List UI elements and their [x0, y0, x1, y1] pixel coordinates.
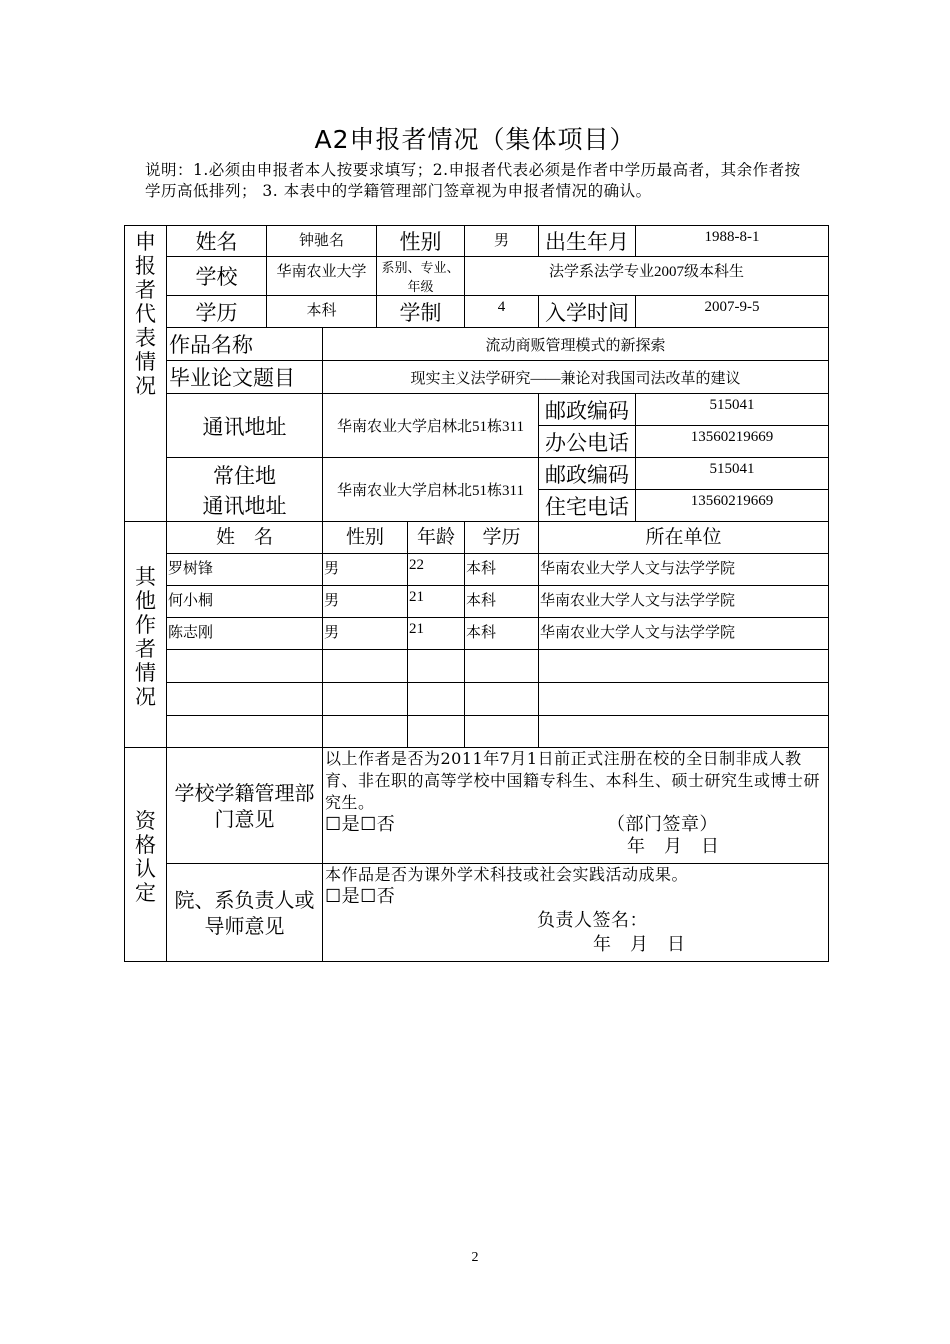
gender-value: 男 — [465, 226, 539, 257]
others-header-unit: 所在单位 — [539, 522, 829, 554]
office-phone-value: 13560219669 — [636, 426, 829, 458]
address-value: 华南农业大学启林北51栋311 — [323, 394, 539, 458]
other-author-age: 21 — [408, 586, 465, 618]
name-value: 钟驰名 — [267, 226, 377, 257]
other-author-education — [465, 683, 539, 716]
school-opinion-label: 学校学籍管理部门意见 — [167, 748, 323, 864]
thesis-title-label: 毕业论文题目 — [167, 361, 323, 394]
section-qualification-label: 资格认定 — [125, 748, 167, 962]
dept-value: 法学系法学专业2007级本科生 — [465, 257, 829, 296]
others-header-name: 姓 名 — [167, 522, 323, 554]
school-label: 学校 — [167, 257, 267, 296]
table-row — [125, 618, 829, 650]
study-length-value: 4 — [465, 296, 539, 328]
name-label: 姓名 — [167, 226, 267, 257]
home-phone-value: 13560219669 — [636, 490, 829, 522]
section-others-label: 其他作者情况 — [125, 522, 167, 748]
other-author-age — [408, 716, 465, 748]
entry-date-value: 2007-9-5 — [636, 296, 829, 328]
postcode-2-label: 邮政编码 — [539, 458, 636, 490]
other-author-age — [408, 683, 465, 716]
education-value: 本科 — [267, 296, 377, 328]
other-author-name — [167, 683, 323, 716]
birth-value: 1988-8-1 — [636, 226, 829, 257]
other-author-unit — [539, 650, 829, 683]
permanent-address-label: 常住地 通讯地址 — [167, 458, 323, 522]
school-opinion-checkbox[interactable]: ☐是☐否 — [325, 814, 396, 835]
table-row — [125, 716, 829, 748]
other-author-name — [167, 650, 323, 683]
other-author-name: 何小桐 — [167, 586, 323, 618]
postcode-2-value: 515041 — [636, 458, 829, 490]
other-author-unit: 华南农业大学人文与法学学院 — [539, 618, 829, 650]
other-author-name: 陈志刚 — [167, 618, 323, 650]
birth-label: 出生年月 — [539, 226, 636, 257]
applicant-form-table — [124, 225, 829, 962]
other-author-education — [465, 716, 539, 748]
other-author-name: 罗树锋 — [167, 554, 323, 586]
other-author-gender: 男 — [323, 554, 408, 586]
work-title-value: 流动商贩管理模式的新探索 — [323, 328, 829, 361]
other-author-age: 21 — [408, 618, 465, 650]
office-phone-label: 办公电话 — [539, 426, 636, 458]
other-author-name — [167, 716, 323, 748]
thesis-title-value: 现实主义法学研究——兼论对我国司法改革的建议 — [323, 361, 829, 394]
advisor-opinion-checkbox[interactable]: ☐是☐否 — [325, 886, 396, 907]
entry-date-label: 入学时间 — [539, 296, 636, 328]
gender-label: 性别 — [377, 226, 465, 257]
section-representative-label: 申报者代表情况 — [125, 226, 167, 522]
work-title-label: 作品名称 — [167, 328, 323, 361]
other-author-gender — [323, 683, 408, 716]
school-opinion-box — [323, 748, 829, 864]
page-title: A2申报者情况（集体项目） — [314, 125, 636, 154]
other-author-education: 本科 — [465, 554, 539, 586]
other-author-education: 本科 — [465, 586, 539, 618]
table-row — [125, 650, 829, 683]
other-author-unit — [539, 683, 829, 716]
study-length-label: 学制 — [377, 296, 465, 328]
department-stamp: （部门签章） — [607, 814, 718, 835]
other-author-education: 本科 — [465, 618, 539, 650]
home-phone-label: 住宅电话 — [539, 490, 636, 522]
advisor-opinion-date: 年 月 日 — [593, 934, 686, 955]
table-row — [125, 683, 829, 716]
advisor-signature-label: 负责人签名： — [537, 910, 648, 931]
advisor-opinion-label: 院、系负责人或导师意见 — [167, 864, 323, 962]
table-row — [125, 586, 829, 618]
others-header-education: 学历 — [465, 522, 539, 554]
education-label: 学历 — [167, 296, 267, 328]
page-number: 2 — [471, 1250, 479, 1265]
other-author-unit: 华南农业大学人文与法学学院 — [539, 554, 829, 586]
permanent-address-value: 华南农业大学启林北51栋311 — [323, 458, 539, 522]
other-author-unit — [539, 716, 829, 748]
other-author-age: 22 — [408, 554, 465, 586]
postcode-label: 邮政编码 — [539, 394, 636, 426]
address-label: 通讯地址 — [167, 394, 323, 458]
others-header-age: 年龄 — [408, 522, 465, 554]
other-author-education — [465, 650, 539, 683]
table-row — [125, 554, 829, 586]
postcode-value: 515041 — [636, 394, 829, 426]
advisor-opinion-box — [323, 864, 829, 962]
dept-label: 系别、专业、年级 — [377, 257, 465, 296]
other-author-gender: 男 — [323, 618, 408, 650]
other-author-gender: 男 — [323, 586, 408, 618]
other-author-gender — [323, 650, 408, 683]
school-value: 华南农业大学 — [267, 257, 377, 296]
school-opinion-text: 以上作者是否为2011年7月1日前正式注册在校的全日制非成人教育、非在职的高等学校中国籍专科生、本科生、硕士研究生或博士研究生。 — [325, 749, 821, 812]
advisor-opinion-text: 本作品是否为课外学术科技或社会实践活动成果。 — [325, 865, 689, 884]
other-author-age — [408, 650, 465, 683]
others-header-gender: 性别 — [323, 522, 408, 554]
other-author-unit: 华南农业大学人文与法学学院 — [539, 586, 829, 618]
school-opinion-date: 年 月 日 — [627, 836, 720, 857]
other-author-gender — [323, 716, 408, 748]
instructions-note: 说明：1.必须由申报者本人按要求填写；2.申报者代表必须是作者中学历最高者，其余作者按学历高低排列； 3. 本表中的学籍管理部门签章视为申报者情况的确认。 — [145, 161, 801, 200]
